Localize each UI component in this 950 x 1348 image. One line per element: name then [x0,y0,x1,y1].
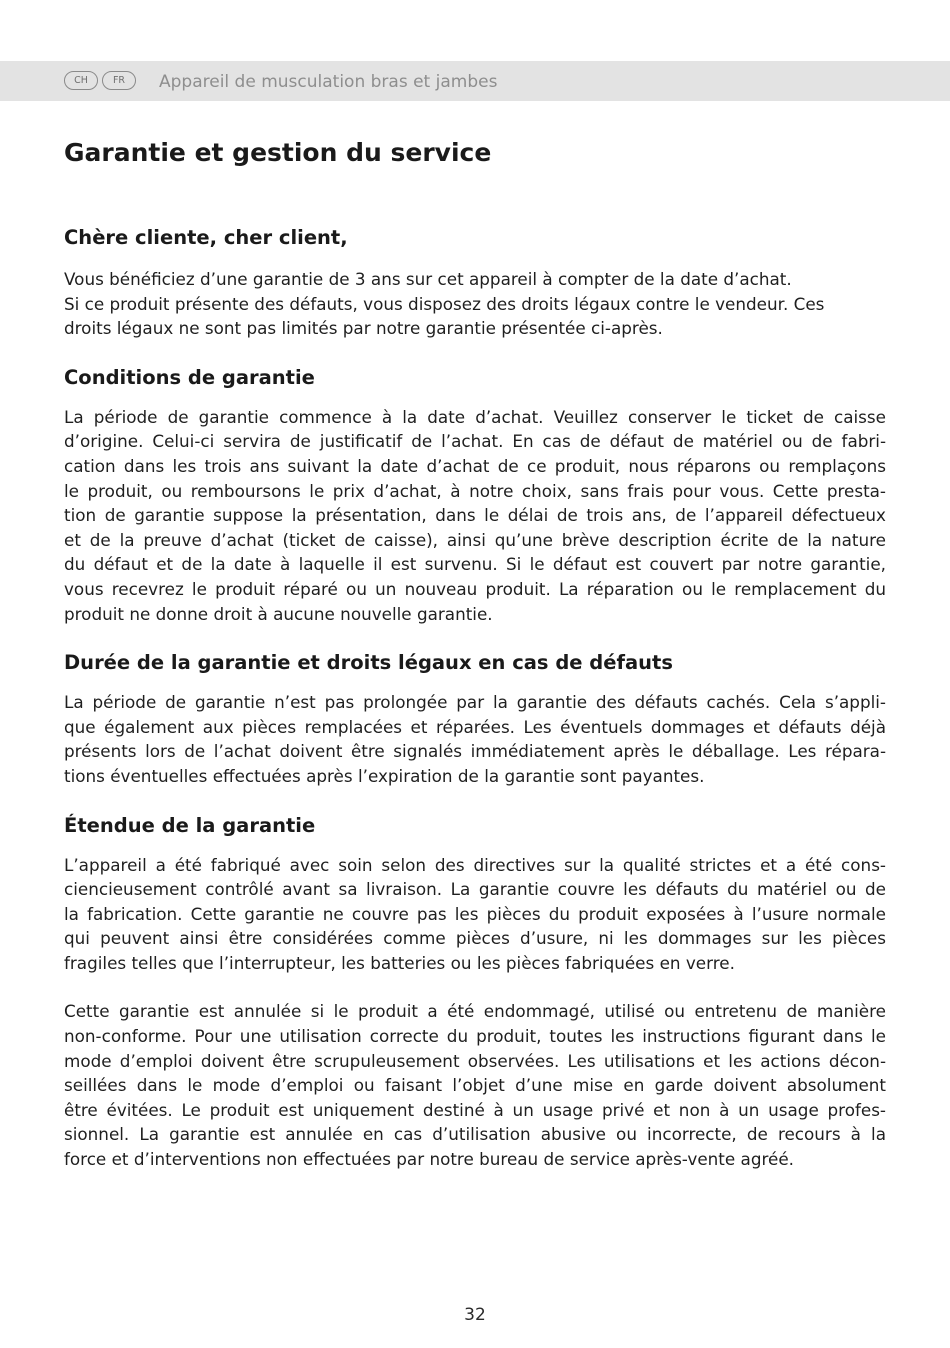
text-line: mode d’emploi doivent être scrupuleusement observées. Les utilisations et les actions décon- [64,1050,886,1071]
language-badge-fr: FR [102,71,136,90]
language-badge-ch: CH [64,71,98,90]
text-line: sionnel. La garantie est annulée en cas d’utilisation abusive ou incorrecte, de recours à la [64,1124,886,1145]
page-title: Garantie et gestion du service [64,138,492,167]
text-line: ciencieusement contrôlé avant sa livraison. La garantie couvre les défauts du matériel ou de [64,879,886,900]
text-line: Si ce produit présente des défauts, vous disposez des droits légaux contre le vendeur. Ces [64,293,825,314]
duration-heading: Durée de la garantie et droits légaux en cas de défauts [64,651,673,675]
page-content [64,130,886,1172]
conditions-heading: Conditions de garantie [64,365,315,389]
page-number: 32 [464,1305,486,1325]
text-line: cation dans les trois ans suivant la date d’achat de ce produit, nous réparons ou remplaçons [64,455,886,476]
scope-paragraph-1 [64,853,886,976]
text-line: du défaut et de la date à laquelle il est survenu. Si le défaut est couvert par notre garantie, [64,554,886,575]
text-line: que également aux pièces remplacées et réparées. Les éventuels dommages et défauts déjà [64,716,886,737]
text-line: La période de garantie n’est pas prolongée par la garantie des défauts cachés. Cela s’appli- [64,692,886,713]
text-line: force et d’interventions non effectuées par notre bureau de service après-vente agréé. [64,1149,794,1170]
text-line: le produit, ou remboursons le prix d’achat, à notre choix, sans frais pour vous. Cette presta- [64,480,886,501]
text-line: L’appareil a été fabriqué avec soin selon des directives sur la qualité strictes et a été cons- [64,854,886,875]
duration-paragraph [64,690,886,788]
header-title: Appareil de musculation bras et jambes [159,72,498,92]
text-line: droits légaux ne sont pas limités par notre garantie présentée ci-après. [64,318,663,339]
text-line: tions éventuelles effectuées après l’expiration de la garantie sont payantes. [64,765,705,786]
text-line: fragiles telles que l’interrupteur, les batteries ou les pièces fabriquées en verre. [64,952,735,973]
text-line: La période de garantie commence à la date d’achat. Veuillez conserver le ticket de caisse [64,406,886,427]
conditions-paragraph [64,405,886,626]
text-line: présents lors de l’achat doivent être signalés immédiatement après le déballage. Les répara- [64,741,886,762]
text-line: vous recevrez le produit réparé ou un nouveau produit. La réparation ou le remplacement du [64,578,886,599]
text-line: Vous bénéficiez d’une garantie de 3 ans sur cet appareil à compter de la date d’achat. [64,269,792,289]
text-line: être évitées. Le produit est uniquement destiné à un usage privé et non à un usage profes- [64,1099,886,1120]
text-line: non-conforme. Pour une utilisation correcte du produit, toutes les instructions figurant dans le [64,1026,886,1047]
text-line: seillées dans le mode d’emploi ou faisant l’objet d’une mise en garde doivent absolument [64,1075,886,1096]
text-line: la fabrication. Cette garantie ne couvre pas les pièces du produit exposées à l’usure normale [64,903,886,924]
text-line: qui peuvent ainsi être considérées comme pièces d’usure, ni les dommages sur les pièces [64,928,886,949]
text-line: produit ne donne droit à aucune nouvelle garantie. [64,603,493,624]
greeting-heading: Chère cliente, cher client, [64,226,348,249]
scope-paragraph-2 [64,999,886,1171]
text-line: et de la preuve d’achat (ticket de caisse), ainsi qu’une brève description écrite de la nature [64,529,886,550]
greeting-paragraph [64,267,886,341]
text-line: d’origine. Celui-ci servira de justificatif de l’achat. En cas de défaut de matériel ou de fabri- [64,431,886,452]
text-line: Cette garantie est annulée si le produit a été endommagé, utilisé ou entretenu de manière [64,1001,886,1022]
scope-heading: Étendue de la garantie [64,813,316,837]
text-line: tion de garantie suppose la présentation, dans le délai de trois ans, de l’appareil défectueux [64,505,886,526]
